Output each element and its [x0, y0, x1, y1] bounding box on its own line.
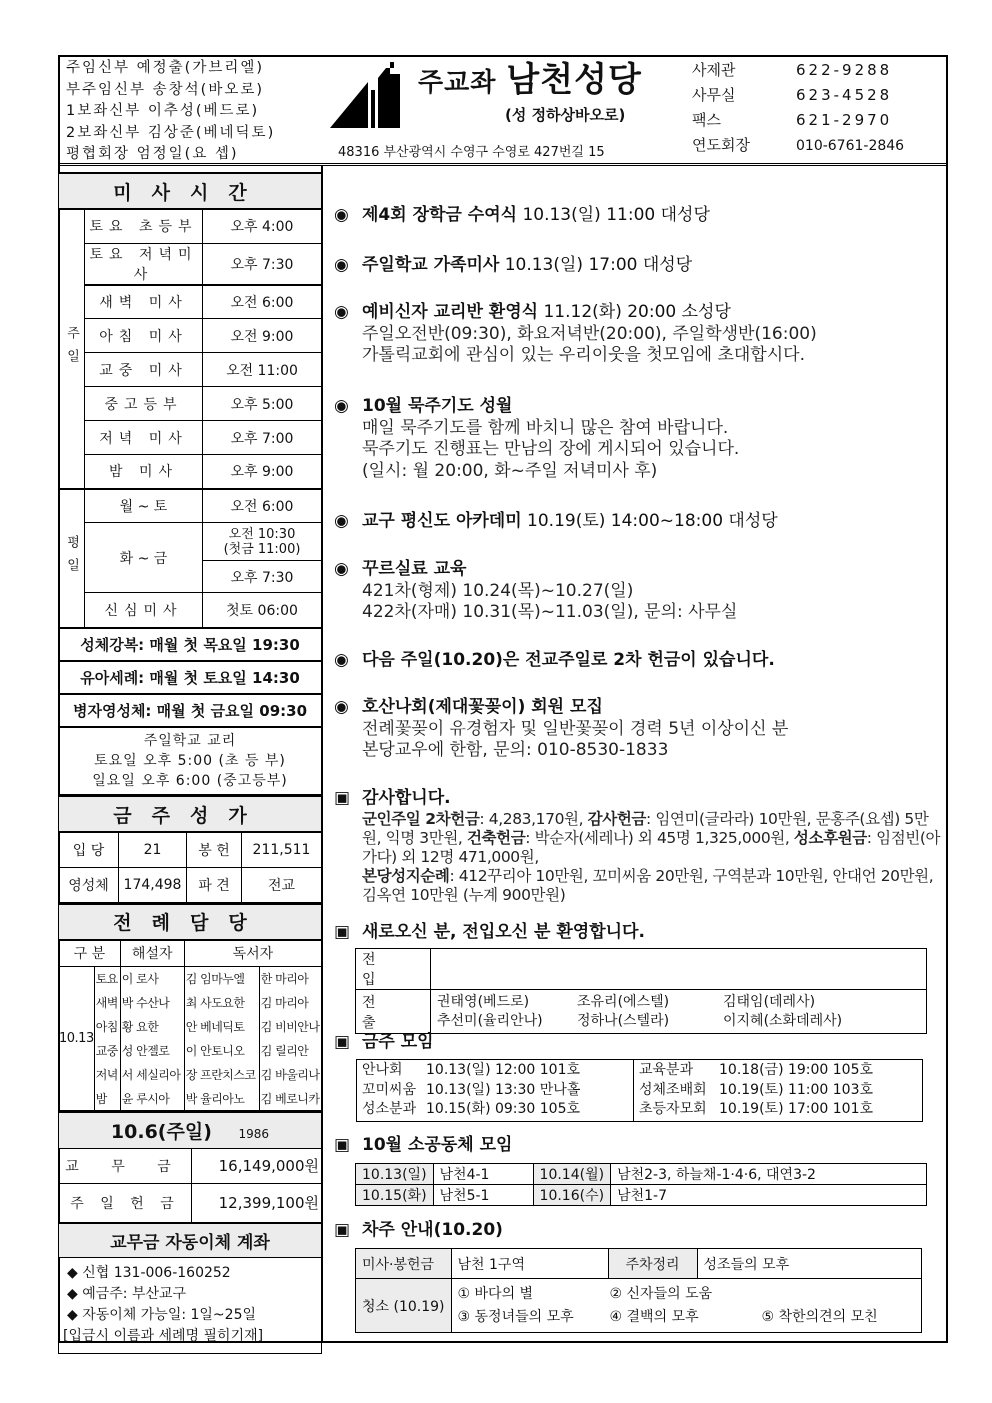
meetings-table [356, 1059, 923, 1122]
community-date: 10.14(월) [533, 1164, 611, 1185]
mass-time [203, 523, 322, 561]
hymns-table [58, 795, 322, 903]
meeting-time: 10.13(일) 13:30 만나홀 [426, 1081, 581, 1098]
announcement-detail: 11.12(화) 20:00 소성당 [543, 302, 731, 322]
announcement-title: 주일학교 가족미사 [362, 255, 500, 275]
church-logo-icon [330, 60, 420, 130]
hymns-title: 금주성가 [59, 796, 322, 832]
bullet-square-icon: ▣ [334, 922, 351, 942]
offering-label: 교 무 금 [59, 1148, 192, 1183]
announcement-line: 422차(자매) 10.31(목)~11.03(일), 문의: 사무실 [362, 602, 738, 622]
contact-item [692, 58, 904, 83]
bullet-radio-icon: ◉ [334, 396, 349, 416]
bullet-square-icon: ▣ [334, 1135, 351, 1155]
member-name: 권태영(베드로) [437, 993, 530, 1010]
bullet-square-icon: ▣ [334, 1032, 351, 1052]
thanks-section [334, 788, 946, 905]
mass-time: 오후 9:00 [203, 455, 322, 489]
mass-name: 아침 미사 [85, 319, 203, 353]
commentator: 박 수산나 [120, 991, 184, 1015]
reader: 김 비비안나 [259, 1015, 321, 1039]
liturgy-date: 10.13 [59, 967, 95, 1111]
contact-label: 팩스 [692, 111, 721, 129]
cleaning-group: ① 바다의 별 [457, 1285, 534, 1302]
sunday-school [59, 727, 322, 795]
announcement-title: 제4회 장학금 수여식 [362, 205, 518, 225]
mass-offering-value: 남천 1구역 [451, 1249, 608, 1279]
announcement-line: 전례꽃꽂이 유경험자 및 일반꽃꽂이 경력 5년 이상이신 분 [362, 718, 789, 739]
meeting-time: 10.15(화) 09:30 105호 [426, 1101, 581, 1117]
meeting-item [362, 1081, 628, 1101]
sunday-label: 주일 [59, 209, 85, 489]
contact-value: 621-2970 [796, 111, 893, 129]
cleaning-group: ③ 동정녀들의 모후 [457, 1308, 574, 1325]
meetings-title: 금주 모임 [362, 1032, 434, 1052]
offering-header [59, 1112, 322, 1148]
announcement [334, 559, 737, 624]
mass-time: 오후 7:30 [203, 243, 322, 285]
account-text: 예금주: 부산교구 [82, 1286, 187, 1302]
contact-value: 010-6761-2846 [796, 138, 905, 154]
left-column [58, 172, 322, 1354]
hymn-number: 21 [119, 832, 187, 867]
member-name: 조유리(에스텔) [577, 993, 670, 1010]
bullet-radio-icon: ◉ [334, 255, 349, 275]
meeting-time: 10.19(토) 11:00 103호 [719, 1081, 874, 1098]
sunday-school-line: 토요일 오후 5:00 (초 등 부) [94, 752, 286, 769]
contact-value: 623-4528 [796, 86, 893, 104]
next-week-title-row [334, 1220, 503, 1242]
move-in-names [431, 949, 927, 990]
meeting-time: 10.19(토) 17:00 101호 [719, 1101, 874, 1117]
community-table [355, 1163, 927, 1206]
account-title: 교무금 자동이체 계좌 [59, 1223, 322, 1257]
welcome-title-row [334, 922, 645, 944]
thanks-category: 본당성지순례 [362, 866, 450, 885]
parking-label: 주차정리 [608, 1249, 697, 1279]
thanks-category: 군인주일 2차헌금 [362, 809, 480, 828]
mass-offering-label: 미사·봉헌금 [356, 1249, 452, 1279]
member-name: 추선미(율리안나) [437, 1012, 543, 1029]
thanks-body [334, 810, 946, 905]
move-in-label: 전 입 [356, 949, 431, 990]
mass-schedule-title: 미사시간 [59, 173, 322, 209]
mass-name: 화 ~ 금 [85, 523, 203, 593]
contact-list [692, 58, 904, 159]
reader: 최 사도요한 [184, 991, 259, 1015]
meeting-time: 10.18(금) 19:00 105호 [719, 1062, 874, 1078]
bullet-radio-icon: ◉ [334, 205, 349, 225]
thanks-detail: : 412꾸리아 10만원, 꼬미씨움 20만원, 구역분과 10만원, 안대언 20만원, 김옥연 10만원 (누계 900만원) [362, 866, 934, 904]
member-name: 정하나(스텔라) [577, 1012, 670, 1029]
mass-name: 저녁 미사 [85, 421, 203, 455]
next-week-title: 차주 안내(10.20) [362, 1220, 503, 1240]
community-groups: 남천4-1 [433, 1164, 533, 1185]
church-name [418, 62, 642, 98]
commentator: 이 로사 [120, 967, 184, 991]
meetings-left [357, 1060, 634, 1122]
contact-label: 사무실 [692, 86, 736, 104]
account-text: 자동이체 가능일: 1일~25일 [82, 1307, 257, 1323]
community-groups: 남천2-3, 하늘채-1·4·6, 대연3-2 [611, 1164, 927, 1185]
meeting-group: 초등자모회 [639, 1101, 707, 1117]
thanks-detail: : 4,283,170원, [479, 809, 588, 828]
bullet-radio-icon: ◉ [334, 697, 349, 717]
announcement-line: 주일오전반(09:30), 화요저녁반(20:00), 주일학생반(16:00) [362, 323, 817, 344]
reader: 김 마리아 [259, 991, 321, 1015]
meeting-item [639, 1081, 917, 1101]
offering-amount: 16,149,000원 [192, 1148, 322, 1183]
liturgy-header: 독서자 [184, 940, 321, 967]
mass-time: 오전 6:00 [203, 489, 322, 523]
announcement-title: 다음 주일(10.20)은 전교주일로 2차 헌금이 있습니다. [362, 650, 775, 670]
liturgy-mass: 토요 [94, 967, 120, 991]
move-out-names [431, 990, 927, 1034]
commentator: 서 세실리아 [120, 1063, 184, 1087]
commentator: 황 요한 [120, 1015, 184, 1039]
announcement-line: 매일 묵주기도를 함께 바치니 많은 참여 바랍니다. [362, 417, 729, 438]
thanks-category: 감사헌금 [587, 809, 646, 828]
announcement-line: 본당교우에 한함, 문의: 010-8530-1833 [362, 740, 669, 760]
liturgy-mass: 밤 [94, 1087, 120, 1111]
attendance-count: 1986 [238, 1126, 270, 1141]
reader: 김 바울리나 [259, 1063, 321, 1087]
contact-label: 연도회장 [692, 136, 750, 154]
sunday-school-title: 주일학교 교리 [143, 732, 237, 749]
hymn-number: 211,511 [242, 832, 322, 867]
weekday-label: 평일 [59, 489, 85, 628]
hymn-number: 전교 [242, 867, 322, 902]
bullet-radio-icon: ◉ [334, 511, 349, 531]
clergy-item: 1보좌신부 이추성(베드로) [66, 103, 260, 119]
next-week-table [355, 1248, 922, 1333]
sacrament-benediction: 성체강복: 매월 첫 목요일 19:30 [59, 628, 322, 661]
patron-saint: (성 정하상바오로) [505, 106, 626, 124]
mass-time: 오전 6:00 [203, 285, 322, 319]
bullet-radio-icon: ◉ [334, 302, 349, 322]
meeting-group: 성체조배회 [639, 1081, 707, 1098]
liturgy-header: 구 분 [59, 940, 121, 967]
cleaning-group: ④ 결백의 모후 [609, 1308, 699, 1325]
community-groups: 남천1-7 [611, 1185, 927, 1206]
sacrament-sick-communion: 병자영성체: 매월 첫 금요일 09:30 [59, 694, 322, 727]
liturgy-header: 해설자 [120, 940, 184, 967]
thanks-category: 성소후원금 [793, 828, 867, 847]
reader: 이 안토니오 [184, 1039, 259, 1063]
meeting-time: 10.13(일) 12:00 101호 [426, 1062, 581, 1078]
account-text: 신협 131-006-160252 [82, 1265, 231, 1281]
community-title-row [334, 1135, 512, 1157]
liturgy-table [58, 903, 322, 1112]
announcement-title: 호산나회(제대꽃꽂이) 회원 모집 [362, 697, 603, 717]
clergy-item: 부주임신부 송창석(바오로) [66, 81, 264, 98]
clergy-item: 2보좌신부 김상준(베네딕토) [66, 124, 276, 141]
announcement-line: (일시: 월 20:00, 화~주일 저녁미사 후) [362, 460, 658, 481]
offering-table [58, 1111, 322, 1354]
clergy-item: 주임신부 예정출(가브리엘) [66, 60, 264, 76]
sacrament-infant-baptism: 유아세례: 매월 첫 토요일 14:30 [59, 661, 322, 694]
announcement [334, 697, 788, 762]
address: 48316 부산광역시 수영구 수영로 427번길 15 [338, 145, 605, 160]
meeting-item [362, 1100, 628, 1120]
announcement [334, 255, 692, 277]
bullet-square-icon: ▣ [334, 1220, 351, 1240]
mass-name: 밤 미사 [85, 455, 203, 489]
mass-schedule-table [58, 172, 322, 795]
account-item: ◆ 예금주: 부산교구 [67, 1286, 187, 1302]
announcement-title: 꾸르실료 교육 [362, 559, 467, 579]
hymn-label: 영성체 [59, 867, 119, 902]
community-date: 10.16(수) [533, 1185, 611, 1206]
announcement-title: 교구 평신도 아카데미 [362, 511, 522, 531]
commentator: 성 안젤로 [120, 1039, 184, 1063]
parking-value: 성조들의 모후 [697, 1249, 921, 1279]
announcement-line: 가톨릭교회에 관심이 있는 우리이웃을 첫모임에 초대합시다. [362, 345, 805, 365]
liturgy-mass: 새벽 [94, 991, 120, 1015]
mass-name: 신심미사 [85, 593, 203, 628]
hymn-label: 파 견 [187, 867, 242, 902]
meeting-group: 교육분과 [639, 1062, 694, 1078]
liturgy-mass: 아침 [94, 1015, 120, 1039]
meeting-item [639, 1100, 917, 1120]
welcome-table [355, 948, 927, 1034]
clergy-list [66, 58, 275, 166]
mass-time: 오후 7:30 [203, 561, 322, 593]
reader: 김 릴리안 [259, 1039, 321, 1063]
hymn-label: 봉 헌 [187, 832, 242, 867]
mass-name: 중고등부 [85, 387, 203, 421]
mass-name: 토요 초등부 [85, 209, 203, 243]
meeting-group: 성소분과 [362, 1101, 417, 1117]
announcement-title: 예비신자 교리반 환영식 [362, 302, 539, 322]
cleaning-groups [451, 1279, 921, 1333]
account-note: [입금시 이름과 세례명 필히기재] [63, 1328, 264, 1344]
mass-time: 오전 9:00 [203, 319, 322, 353]
member-name: 이지혜(소화데레사) [723, 1012, 843, 1029]
meetings-title-row [334, 1032, 434, 1054]
clergy-item: 평협회장 엄정일(요 셉) [66, 146, 239, 162]
title-main: 남천성당 [506, 60, 642, 100]
announcement-detail: 10.13(일) 17:00 대성당 [504, 255, 693, 275]
account-item: ◆ 자동이체 가능일: 1일~25일 [67, 1307, 257, 1323]
liturgy-mass: 교중 [94, 1039, 120, 1063]
announcement-detail: 10.19(토) 14:00~18:00 대성당 [527, 511, 778, 531]
announcement-title: 10월 묵주기도 성월 [362, 396, 513, 416]
offering-date: 10.6(주일) [110, 1120, 212, 1143]
reader: 장 프란치스코 [184, 1063, 259, 1087]
reader: 김 임마누엘 [184, 967, 259, 991]
offering-amount: 12,399,100원 [192, 1183, 322, 1223]
mass-time-main: 오전 10:30 [228, 526, 296, 542]
account-info [59, 1257, 322, 1353]
mass-name: 월 ~ 토 [85, 489, 203, 523]
header-divider [58, 163, 948, 166]
thanks-detail: : 임연미(글라라) 10만원, 문홍주(요셉) 5만원, 익명 3만원, [362, 809, 929, 847]
contact-item [692, 108, 904, 133]
announcement [334, 650, 775, 672]
contact-item [692, 133, 904, 159]
bullet-radio-icon: ◉ [334, 650, 349, 670]
cleaning-label: 청소 (10.19) [356, 1279, 452, 1333]
community-date: 10.13(일) [356, 1164, 434, 1185]
mass-time: 오후 7:00 [203, 421, 322, 455]
announcement [334, 396, 739, 482]
meeting-group: 꼬미씨움 [362, 1081, 417, 1098]
mass-name: 토요 저녁미사 [85, 243, 203, 285]
commentator: 윤 루시아 [120, 1087, 184, 1111]
contact-label: 사제관 [692, 61, 736, 79]
mass-time: 오후 4:00 [203, 209, 322, 243]
announcement-line: 묵주기도 진행표는 만남의 장에 게시되어 있습니다. [362, 439, 740, 459]
contact-value: 622-9288 [796, 61, 893, 79]
bullet-square-icon: ▣ [334, 788, 351, 808]
reader: 박 율리아노 [184, 1087, 259, 1111]
welcome-title: 새로오신 분, 전입오신 분 환영합니다. [362, 922, 645, 942]
announcement [334, 205, 710, 227]
contact-item [692, 83, 904, 108]
meeting-group: 안나회 [362, 1062, 403, 1078]
mass-time: 첫토 06:00 [203, 593, 322, 628]
announcement [334, 302, 817, 367]
cleaning-group: ② 신자들의 도움 [609, 1285, 713, 1302]
thanks-detail: : 임점빈(아가다) 외 12명 471,000원, [362, 828, 941, 866]
community-date: 10.15(화) [356, 1185, 434, 1206]
mass-time-note: (첫금 11:00) [223, 541, 301, 557]
reader: 안 베네딕토 [184, 1015, 259, 1039]
thanks-title: 감사합니다. [362, 788, 451, 808]
sunday-school-line: 일요일 오후 6:00 (중고등부) [92, 772, 288, 789]
meeting-item [362, 1061, 628, 1081]
reader: 김 베로니카 [259, 1087, 321, 1111]
community-title: 10월 소공동체 모임 [362, 1135, 513, 1155]
thanks-detail: : 박순자(세레나) 외 45명 1,325,000원, [525, 828, 794, 847]
reader: 한 마리아 [259, 967, 321, 991]
meetings-right [634, 1060, 923, 1122]
liturgy-title: 전례담당 [59, 904, 322, 940]
hymn-number: 174,498 [119, 867, 187, 902]
cleaning-group: ⑤ 착한의견의 모친 [761, 1308, 878, 1325]
mass-time: 오전 11:00 [203, 353, 322, 387]
bullet-radio-icon: ◉ [334, 559, 349, 579]
move-out-label: 전 출 [356, 990, 431, 1034]
mass-name: 새벽 미사 [85, 285, 203, 319]
account-item: ◆ 신협 131-006-160252 [67, 1265, 231, 1281]
offering-label: 주 일 헌 금 [59, 1183, 192, 1223]
liturgy-mass: 저녁 [94, 1063, 120, 1087]
title-prefix: 주교좌 [418, 68, 497, 98]
announcement-detail: 10.13(일) 11:00 대성당 [522, 205, 710, 225]
member-name: 김태임(데레사) [723, 993, 816, 1010]
announcement-line: 421차(형제) 10.24(목)~10.27(일) [362, 580, 634, 601]
mass-name: 교중 미사 [85, 353, 203, 387]
community-groups: 남천5-1 [433, 1185, 533, 1206]
announcement [334, 511, 778, 533]
thanks-category: 건축헌금 [466, 828, 526, 847]
hymn-label: 입 당 [59, 832, 119, 867]
meeting-item [639, 1061, 917, 1081]
mass-time: 오후 5:00 [203, 387, 322, 421]
